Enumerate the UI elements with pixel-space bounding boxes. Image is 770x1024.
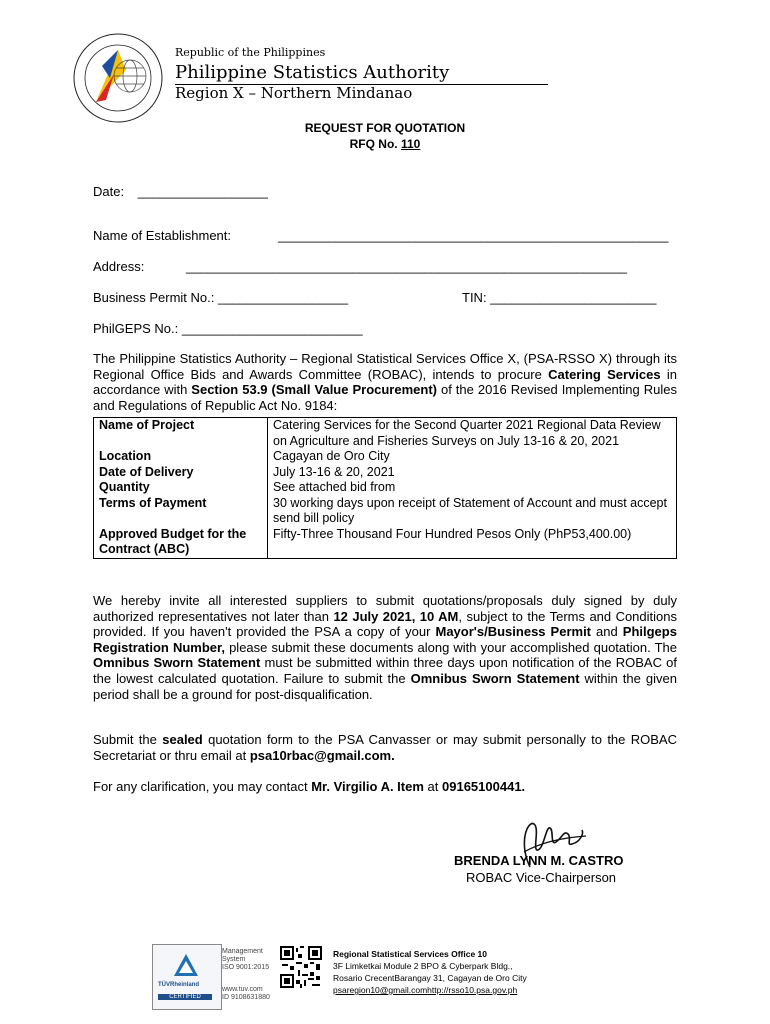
invite-bold-5: Omnibus Sworn Statement — [410, 670, 580, 686]
invitation-paragraph — [93, 593, 677, 702]
date-blank: __________________ — [137, 184, 268, 199]
philgeps-label: PhilGEPS No.: — [93, 321, 179, 336]
address-blank: _____________________________________________________________ — [186, 259, 628, 274]
rbac-email: psa10rbac@gmail.com. — [249, 747, 395, 763]
intro-text-2: in accordance with — [93, 366, 677, 398]
table-row — [94, 418, 677, 450]
table-row — [94, 496, 677, 527]
row-value: Catering Services for the Second Quarter 2021 Regional Data Review on Agriculture and Fisheries Surveys on July 13-16 & 20, 2021 — [268, 418, 677, 450]
intro-bold-2: Section 53.9 (Small Value Procurement) — [191, 382, 437, 398]
tin-field — [462, 290, 656, 305]
row-key: Location — [94, 449, 268, 465]
tuv-certification-badge — [152, 944, 222, 1009]
invite-text-2: , subject to the Terms and Conditions provided. If you haven't provided the PSA a copy of your — [93, 608, 677, 640]
row-value: See attached bid from — [268, 480, 677, 496]
mgmt-line-3: ISO 9001:2015 — [222, 964, 270, 971]
mgmt-line-1: Management — [222, 948, 263, 955]
tin-blank: _______________________ — [490, 290, 657, 305]
region-name: Region X – Northern Mindanao — [175, 84, 413, 102]
table-row — [94, 449, 677, 465]
row-value: Fifty-Three Thousand Four Hundred Pesos Only (PhP53,400.00) — [268, 527, 677, 559]
mgmt-line-4: www.tuv.com — [222, 986, 263, 993]
invite-bold-4: Omnibus Sworn Statement — [93, 655, 261, 671]
permit-blank: __________________ — [218, 290, 349, 305]
office-website-link[interactable]: http://rsso10.psa.gov.ph — [427, 985, 518, 995]
psa-logo — [66, 30, 170, 126]
contact-person: Mr. Virgilio A. Item — [311, 779, 424, 794]
rfq-number-line — [0, 137, 770, 151]
date-label: Date: — [93, 184, 125, 199]
table-row — [94, 480, 677, 496]
office-name: Regional Statistical Services Office 10 — [333, 949, 488, 959]
row-key: Approved Budget for the Contract (ABC) — [94, 527, 268, 559]
qr-code-icon — [280, 946, 322, 988]
establishment-label: Name of Establishment: — [93, 228, 232, 243]
submit-text-2: quotation form to the PSA Canvasser or may submit personally to the ROBAC Secretariat or thru email at — [93, 732, 677, 763]
intro-text-1: The Philippine Statistics Authority – Regional Statistical Services Office X, (PSA-RSSO X) through its Regional Office Bids and Awards Committee (ROBAC), intends to procure — [93, 351, 677, 382]
rfq-label: RFQ No. — [349, 137, 398, 151]
office-address-1: 3F Limketkai Module 2 BPO & Cyberpark Bldg., — [333, 961, 513, 971]
row-key: Date of Delivery — [94, 465, 268, 481]
invite-bold-2: Mayor's/Business Permit — [435, 624, 592, 640]
tin-label: TIN: — [462, 290, 487, 305]
office-email-link[interactable]: psaregion10@gmail.com — [333, 985, 428, 995]
establishment-blank: ______________________________________________________ — [278, 228, 669, 243]
submit-paragraph — [93, 732, 677, 763]
row-key: Quantity — [94, 480, 268, 496]
signatory-position: ROBAC Vice-Chairperson — [466, 870, 617, 885]
invite-text-3: and — [596, 624, 618, 640]
project-details-table — [93, 417, 677, 559]
clarification-paragraph — [93, 779, 677, 795]
philgeps-blank: _________________________ — [181, 321, 363, 336]
table-row — [94, 465, 677, 481]
agency-name: Philippine Statistics Authority — [175, 62, 450, 83]
row-value: 30 working days upon receipt of Statement of Account and must accept send bill policy — [268, 496, 677, 527]
invite-text-1: We hereby invite all interested suppliers to submit quotations/proposals duly signed by duly authorized representatives not later than — [93, 593, 677, 624]
date-field — [93, 184, 268, 199]
intro-bold-1: Catering Services — [548, 366, 661, 382]
republic-text: Republic of the Philippines — [175, 46, 326, 59]
office-address-block — [333, 948, 527, 996]
tuv-triangle-icon — [172, 952, 200, 978]
submit-text-1: Submit the — [93, 732, 157, 747]
row-value: Cagayan de Oro City — [268, 449, 677, 465]
table-row — [94, 527, 677, 559]
permit-label: Business Permit No.: — [93, 290, 215, 305]
tuv-certified-label: CERTIFIED — [158, 994, 212, 1000]
tuv-badge-text: TÜVRheinland — [158, 982, 200, 988]
document-title: REQUEST FOR QUOTATION — [304, 121, 466, 135]
management-system-info — [222, 948, 270, 1002]
invite-text-6: within the given period shall be a ground for post-disqualification. — [93, 670, 677, 702]
contact-number: 09165100441. — [442, 779, 526, 794]
mgmt-line-2: System — [222, 956, 246, 963]
philgeps-field — [93, 321, 363, 336]
row-value: July 13-16 & 20, 2021 — [268, 465, 677, 481]
office-address-2: Rosario CrecentBarangay 31, Cagayan de Oro City — [333, 973, 527, 983]
row-key: Name of Project — [94, 418, 268, 450]
address-label: Address: — [93, 259, 145, 274]
clarify-text-2: at — [427, 779, 439, 794]
row-key: Terms of Payment — [94, 496, 268, 527]
signatory-name: BRENDA LYNN M. CASTRO — [454, 853, 624, 868]
submit-bold-1: sealed — [162, 732, 203, 747]
clarify-text-1: For any clarification, you may contact — [93, 779, 308, 794]
permit-field — [93, 290, 348, 305]
intro-paragraph — [93, 351, 677, 413]
invite-bold-3: Philgeps Registration Number, — [93, 624, 677, 655]
invite-text-5: must be submitted within three days upon notification of the ROBAC of the lowest calculated quotation. Failure to submit the — [93, 655, 677, 686]
deadline: 12 July 2021, 10 AM — [333, 608, 459, 624]
intro-text-3: of the 2016 Revised Implementing Rules and Regulations of Republic Act No. 9184: — [93, 382, 677, 413]
invite-text-4: please submit these documents along with your accomplished quotation. The — [229, 639, 677, 655]
mgmt-line-5: ID 9108631880 — [222, 994, 270, 1001]
rfq-number: 110 — [400, 137, 421, 151]
